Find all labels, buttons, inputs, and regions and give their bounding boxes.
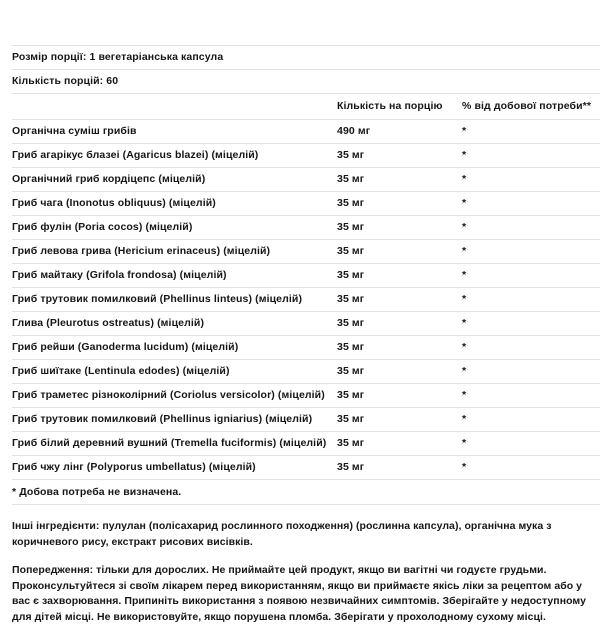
ingredient-daily-value: * [462, 120, 600, 144]
table-row [12, 288, 600, 312]
ingredient-name: Гриб чага (Inonotus obliquus) (міцелій) [12, 192, 337, 216]
table-row [12, 168, 600, 192]
table-row [12, 192, 600, 216]
ingredient-daily-value: * [462, 456, 600, 480]
table-header-row [12, 94, 600, 120]
ingredient-daily-value: * [462, 312, 600, 336]
ingredient-daily-value: * [462, 168, 600, 192]
column-header-amount: Кількість на порцію [337, 94, 462, 120]
ingredient-daily-value: * [462, 384, 600, 408]
ingredient-amount: 35 мг [337, 456, 462, 480]
ingredient-amount: 35 мг [337, 192, 462, 216]
table-row [12, 456, 600, 480]
ingredient-daily-value: * [462, 432, 600, 456]
ingredient-daily-value: * [462, 192, 600, 216]
ingredient-name: Органічна суміш грибів [12, 120, 337, 144]
supplemental-text-block [12, 505, 588, 625]
ingredient-amount: 35 мг [337, 168, 462, 192]
ingredient-name: Гриб білий деревний вушний (Tremella fuciformis) (міцелій) [12, 432, 337, 456]
ingredient-daily-value: * [462, 240, 600, 264]
warning-paragraph: Попередження: тільки для дорослих. Не приймайте цей продукт, якщо ви вагітні чи годуєте грудьми. Проконсультуйтеся зі своїм лікарем перед використанням, якщо ви приймаєте якісь ліки за рецептом або у вас є захворювання. Припиніть використання з появою незвичайних симптомів. Зберігайте у недоступному для дітей місці. Не використовуйте, якщо порушена пломба. Зберігати у прохолодному сухому місці. [12, 564, 586, 623]
ingredient-daily-value: * [462, 216, 600, 240]
ingredient-amount: 35 мг [337, 312, 462, 336]
table-row [12, 408, 600, 432]
table-row [12, 312, 600, 336]
ingredient-amount: 35 мг [337, 408, 462, 432]
table-row [12, 120, 600, 144]
column-header-daily-value: % від добової потреби** [462, 94, 600, 120]
table-row [12, 216, 600, 240]
ingredient-daily-value: * [462, 144, 600, 168]
ingredient-name: Гриб шиїтаке (Lentinula edodes) (міцелій) [12, 360, 337, 384]
ingredient-amount: 35 мг [337, 288, 462, 312]
ingredient-daily-value: * [462, 360, 600, 384]
table-row [12, 360, 600, 384]
ingredient-name: Гриб фулін (Poria cocos) (міцелій) [12, 216, 337, 240]
ingredient-daily-value: * [462, 264, 600, 288]
ingredient-amount: 35 мг [337, 384, 462, 408]
ingredient-name: Гриб чжу лінг (Polyporus umbellatus) (міцелій) [12, 456, 337, 480]
ingredient-amount: 35 мг [337, 336, 462, 360]
ingredient-name: Гриб трутовик помилковий (Phellinus linteus) (міцелій) [12, 288, 337, 312]
table-row [12, 336, 600, 360]
ingredient-name: Глива (Pleurotus ostreatus) (міцелій) [12, 312, 337, 336]
ingredient-name: Органічний гриб кордіцепс (міцелій) [12, 168, 337, 192]
ingredient-amount: 35 мг [337, 264, 462, 288]
ingredient-name: Гриб майтаку (Grifola frondosa) (міцелій) [12, 264, 337, 288]
ingredient-amount: 35 мг [337, 360, 462, 384]
ingredient-amount: 35 мг [337, 432, 462, 456]
ingredient-name: Гриб траметес різноколірний (Coriolus versicolor) (міцелій) [12, 384, 337, 408]
ingredient-amount: 35 мг [337, 240, 462, 264]
servings-per-container-text: Кількість порцій: 60 [12, 70, 600, 94]
serving-size-text: Розмір порції: 1 вегетаріанська капсула [12, 46, 600, 70]
supplement-facts-table [12, 45, 600, 505]
column-header-name [12, 94, 337, 120]
ingredient-name: Гриб левова грива (Hericium erinaceus) (міцелій) [12, 240, 337, 264]
ingredient-daily-value: * [462, 336, 600, 360]
ingredient-name: Гриб агарікус блазеі (Agaricus blazei) (міцелій) [12, 144, 337, 168]
table-row [12, 144, 600, 168]
ingredient-amount: 35 мг [337, 144, 462, 168]
other-ingredients-paragraph: Інші інгредієнти: пулулан (полісахарид рослинного походження) (рослинна капсула), органічна мука з коричневого рису, екстракт рисових висівків. [12, 520, 552, 548]
daily-value-footnote-row [12, 480, 600, 505]
table-row [12, 264, 600, 288]
top-spacer [12, 0, 588, 45]
table-row [12, 384, 600, 408]
ingredient-name: Гриб трутовик помилковий (Phellinus igniarius) (міцелій) [12, 408, 337, 432]
table-row [12, 432, 600, 456]
ingredient-name: Гриб рейши (Ganoderma lucidum) (міцелій) [12, 336, 337, 360]
serving-size-row [12, 46, 600, 70]
ingredient-amount: 35 мг [337, 216, 462, 240]
table-row [12, 240, 600, 264]
ingredient-amount: 490 мг [337, 120, 462, 144]
servings-per-container-row [12, 70, 600, 94]
ingredient-daily-value: * [462, 408, 600, 432]
supplement-facts-body [12, 46, 600, 505]
ingredient-daily-value: * [462, 288, 600, 312]
daily-value-footnote: * Добова потреба не визначена. [12, 480, 600, 505]
